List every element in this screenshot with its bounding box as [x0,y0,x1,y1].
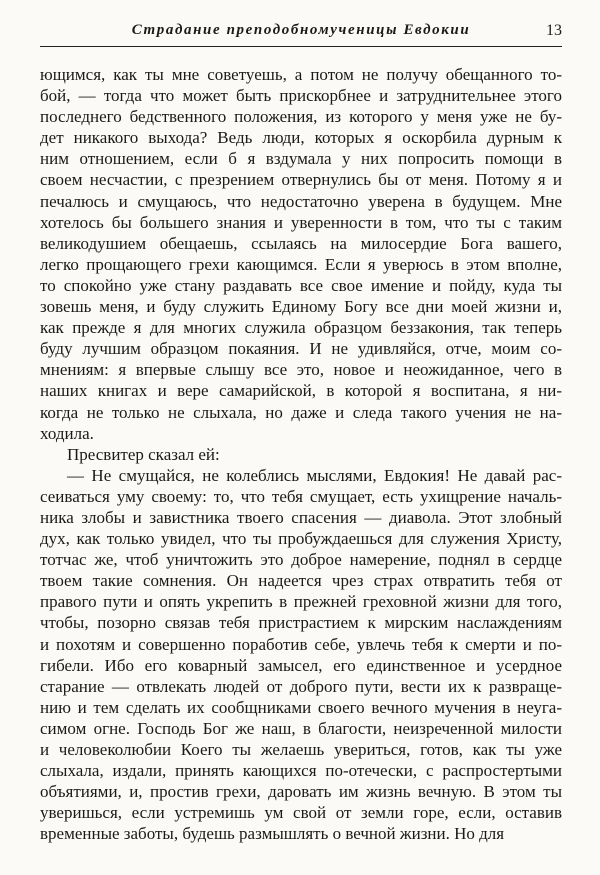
page-header [40,22,562,46]
text-line: своем несчастии, с презрением отвернулись бы от меня. Потому я и [40,170,562,190]
text-line: симом огне. Господь Бог же наш, в благости, неизреченной милости [40,718,562,738]
text-line: наших книгах и вере самарийской, в которой я воспитана, я ни- [40,381,562,401]
text-line: легко прощающего грехи кающимся. Если я уверюсь в этом вполне, [40,254,562,274]
text-line: дух, как только увидел, что ты пробуждаешься для служения Христу, [40,529,562,549]
text-line: как прежде я для многих служила образцом беззакония, так теперь [40,318,562,338]
text-line: тотчас же, чтоб уничтожить это доброе намерение, поднял в сердце [40,550,562,570]
text-line: объятиями, и, простив грехи, даровать им жизнь вечную. В этом ты [40,782,562,802]
text-line: твоем такие сомнения. Он надеется чрез страх отвратить тебя от [40,571,562,591]
text-line: бой, — тогда что может быть прискорбнее и затруднительнее этого [40,86,562,106]
page-number: 13 [546,22,562,39]
text-line: Пресвитер сказал ей: [67,444,220,464]
running-title: Страдание преподобномученицы Евдокии [131,22,471,38]
text-line: ходила. [40,423,94,443]
text-line: нию и тем сделать их сообщниками своего вечного мучения в неуга- [40,697,562,717]
text-line: и похотям и совершенно поработив себе, увлечь тебя к смерти и по- [40,634,562,654]
text-line: хотелось бы большего знания и уверенности в том, что ты с таким [40,212,562,232]
text-line: мнениям: я впервые слышу все это, новое и неожиданное, чего в [40,360,562,380]
text-line: ника злобы и завистника твоего спасения — диавола. Этот злобный [40,507,562,527]
page-body [40,64,562,844]
text-line: ющимся, как ты мне советуешь, а потом не получу обещанного то- [40,65,562,84]
text-line: слыхала, издали, принять кающихся по-отечески, с распростертыми [40,761,562,781]
text-line: когда не только не слыхала, но даже и следа такого учения не на- [40,402,562,422]
text-line: и человеколюбии Коего ты желаешь увериться, готов, как ты уже [40,740,562,759]
text-line: печалюсь и смущаюсь, что недостаточно уверена в будущем. Мне [40,191,562,211]
text-line: ним отношением, если б я вздумала у них попросить помощи в [40,149,562,169]
text-line: уверишься, если устремишь ум свой от земли горе, если, оставив [40,803,562,823]
text-line: то спокойно уже стану раздавать все свое имение и пойду, куда ты [40,275,562,295]
text-line: сеиваться уму своему: то, что тебя смущает, есть ухищрение началь- [40,486,562,506]
text-line: дет никакого выхода? Ведь люди, которых я оскорбила дурным к [40,128,562,148]
text-line: гибели. Ибо его коварный замысел, его единственное и усердное [40,655,562,675]
text-line: буду лучшим образцом покаяния. И не удивляйся, отче, моим со- [40,339,562,359]
text-line: — Не смущайся, не колеблись мыслями, Евдокия! Не давай рас- [67,465,562,485]
header-divider [40,46,562,47]
paragraph [40,444,562,465]
text-line: правого пути и опять укрепить в прежней греховной жизни для того, [40,592,562,612]
text-line: великодушием обещаешь, ссылаясь на милосердие Бога вашего, [40,233,562,253]
paragraph [40,64,562,444]
text-line: чтобы, позорно связав тебя пристрастием к мирским наслаждениям [40,613,562,633]
text-line: старание — отвлекать людей от доброго пути, вести их к развраще- [40,676,562,696]
text-line: последнего бедственного положения, из которого у меня уже не бу- [40,107,562,127]
text-line: зовешь меня, и буду служить Единому Богу все дни моей жизни и, [40,297,562,317]
paragraph [40,465,562,845]
text-line: временные заботы, будешь размышлять о вечной жизни. Но для [40,824,505,844]
